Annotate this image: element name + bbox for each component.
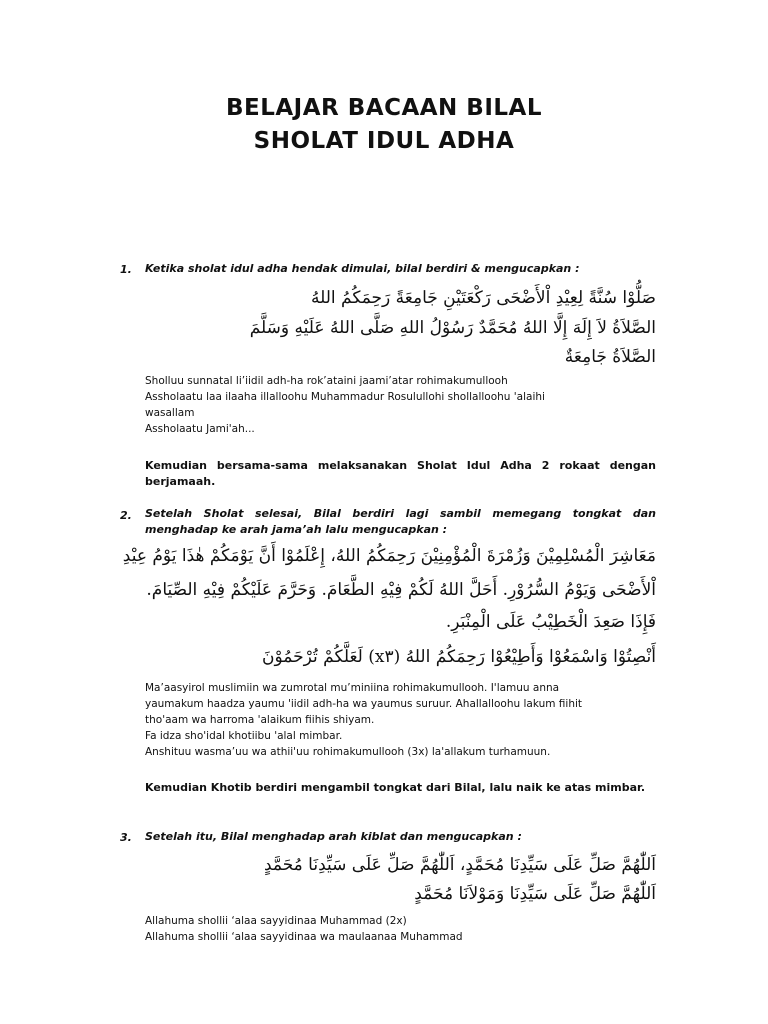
section-1-translit-line-1: Sholluu sunnatal li’iidil adh-ha rok’ataini jaami’atar rohimakumullooh bbox=[145, 375, 508, 387]
section-2-transliteration bbox=[145, 680, 656, 760]
section-3-arabic-line-2: اَللّٰهُمَّ صَلِّ عَلَى سَيِّدِنَا وَمَوْلاَنَا مُحَمَّدٍ bbox=[414, 884, 656, 904]
section-2-arabic-line-1: مَعَاشِرَ الْمُسْلِمِيْنَ وَزُمْرَةَ الْمُؤْمِنِيْنَ رَحِمَكُمُ اللهُ، إِعْلَمُوْا أَنَّ يَوْمَكُمْ هٰذَا يَوْمُ عِيْدِ bbox=[122, 546, 656, 566]
section-3-lead: Setelah itu, Bilal menghadap arah kiblat dan mengucapkan : bbox=[145, 830, 522, 843]
section-1-note: Kemudian bersama-sama melaksanakan Sholat Idul Adha 2 rokaat dengan berjamaah. bbox=[145, 459, 656, 488]
section-2-translit-line-1: Ma’aasyirol muslimiin wa zumrotal mu’miniina rohimakumullooh. I'lamuu anna bbox=[145, 682, 560, 694]
section-1-transliteration bbox=[145, 373, 656, 437]
section-1-arabic-line-2: الصَّلاَةُ لاَ إِلَهَ إِلَّا اللهُ مُحَمَّدٌ رَسُوْلُ اللهِ صَلَّى اللهُ عَلَيْهِ وَسَلَّمَ bbox=[249, 318, 656, 338]
page-title-line-2: SHOLAT IDUL ADHA bbox=[253, 128, 515, 154]
section-2-translit-line-5: Anshituu wasma’uu wa athii'uu rohimakumullooh (3x) la'allakum turhamuun. bbox=[145, 746, 551, 758]
section-1-lead: Ketika sholat idul adha hendak dimulai, bilal berdiri & mengucapkan : bbox=[145, 262, 580, 275]
section-2-note: Kemudian Khotib berdiri mengambil tongkat dari Bilal, lalu naik ke atas mimbar. bbox=[145, 781, 646, 794]
section-3-arabic-line-1: اَللّٰهُمَّ صَلِّ عَلَى سَيِّدِنَا مُحَمَّدٍ، اَللّٰهُمَّ صَلِّ عَلَى سَيِّدِنَا مُحَمَّدٍ bbox=[263, 855, 656, 875]
section-2-translit-line-4: Fa idza sho'idal khotiibu 'alal mimbar. bbox=[145, 730, 343, 742]
section-3-transliteration bbox=[145, 913, 656, 945]
section-2-lead: Setelah Sholat selesai, Bilal berdiri lagi sambil memegang tongkat dan menghadap ke arah jama’ah lalu mengucapkan : bbox=[145, 507, 656, 536]
section-1-arabic-line-3: الصَّلاَةُ جَامِعَةٌ bbox=[564, 347, 656, 367]
section-2-translit-line-3: tho'aam wa harroma 'alaikum fiihis shiyam. bbox=[145, 714, 375, 726]
page-title-line-1: BELAJAR BACAAN BILAL bbox=[225, 95, 543, 121]
section-1-arabic-line-1: صَلُّوْا سُنَّةً لِعِيْدِ اْلأَضْحَى رَكْعَتَيْنِ جَامِعَةً رَحِمَكُمُ اللهُ bbox=[310, 288, 656, 308]
section-3-translit-line-1: Allahuma shollii ‘alaa sayyidinaa Muhammad (2x) bbox=[145, 915, 407, 927]
section-2-arabic-line-4: أَنْصِتُوْا وَاسْمَعُوْا وَأَطِيْعُوْا رَحِمَكُمُ اللهُ (x٣) لَعَلَّكُمْ تُرْحَمُوْنَ bbox=[262, 647, 656, 667]
section-1-translit-line-2: Assholaatu laa ilaaha illalloohu Muhammadur Rosulullohi shollalloohu 'alaihi bbox=[145, 391, 545, 403]
section-3-translit-line-2: Allahuma shollii ‘alaa sayyidinaa wa maulaanaa Muhammad bbox=[145, 931, 463, 943]
section-2-arabic-line-3: فَإِذَا صَعِدَ الْخَطِيْبُ عَلَى الْمِنْبَرِ. bbox=[445, 612, 656, 632]
section-1-translit-line-3: wasallam bbox=[145, 407, 195, 419]
section-2-translit-line-2: yaumakum haadza yaumu 'iidil adh-ha wa yaumus suruur. Ahallalloohu lakum fiihit bbox=[145, 698, 583, 710]
section-2-number: 2. bbox=[120, 509, 132, 522]
section-3-number: 3. bbox=[120, 831, 132, 844]
section-2-arabic-line-2: اْلأَضْحَى وَيَوْمُ السُّرُوْرِ. أَحَلَّ اللهُ لَكُمْ فِيْهِ الطَّعَامَ. وَحَرَّمَ عَلَيْكُمْ فِيْهِ الصِّيَامَ. bbox=[146, 580, 656, 600]
section-1-number: 1. bbox=[120, 263, 132, 276]
section-1-translit-line-4: Assholaatu Jami'ah... bbox=[145, 423, 255, 435]
